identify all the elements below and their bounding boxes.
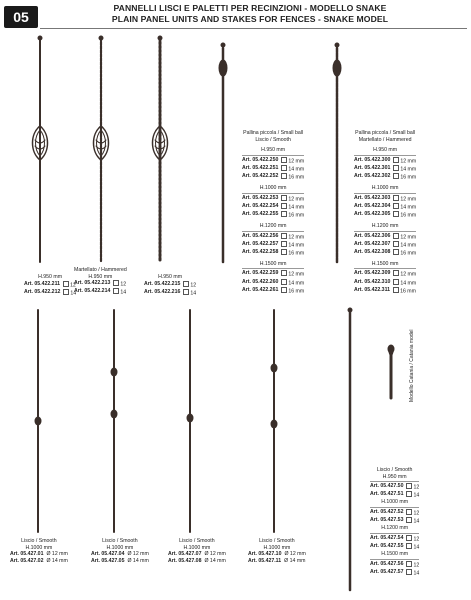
checkbox-icon [393, 195, 399, 201]
bar-3-info [168, 538, 226, 564]
bar-4-info [248, 538, 306, 564]
finish-label: Liscio / Smooth [102, 538, 138, 544]
article-code: Art. 05.427.55 [370, 542, 404, 549]
article-code: Art. 05.422.257 [242, 240, 279, 247]
article-code: Art. 05.422.310 [354, 278, 391, 285]
checkbox-icon [183, 281, 189, 287]
checkbox-icon [63, 281, 69, 287]
size: Ø 14 mm [127, 557, 149, 564]
height-label: H.950 mm [88, 273, 113, 280]
checkbox-icon [393, 233, 399, 239]
article-code: Art. 05.422.252 [242, 172, 279, 179]
article-code: Art. 05.422.309 [354, 270, 391, 277]
checkbox-icon [281, 211, 287, 217]
article-code: Art. 05.427.08 [168, 557, 202, 564]
size: 14 [190, 290, 197, 297]
checkbox-icon [393, 157, 399, 163]
size: 14 mm [288, 242, 305, 249]
article-code: Art. 05.427.02 [10, 557, 44, 564]
panel-twisted-illustration [153, 36, 168, 262]
height-label: H.1000 mm [259, 185, 287, 192]
checkbox-icon [393, 211, 399, 217]
size: 16 mm [400, 288, 416, 295]
article-code: Art. 05.422.258 [242, 248, 279, 255]
size: Ø 14 mm [204, 557, 226, 564]
checkbox-icon [113, 280, 119, 286]
height-label: H.1500 mm [381, 550, 409, 557]
checkbox-icon [406, 509, 412, 515]
height-group [354, 223, 416, 257]
bar-1-info [10, 538, 68, 564]
height-label: H.1200 mm [259, 222, 287, 229]
article-code: Art. 05.427.10 [248, 551, 282, 558]
checkbox-icon [63, 289, 69, 295]
height-label: H.1500 mm [259, 260, 287, 267]
checkbox-icon [393, 241, 399, 247]
size: 14 [413, 544, 420, 551]
article-code: Art. 05.427.04 [91, 551, 125, 558]
checkbox-icon [281, 249, 287, 255]
size: 16 mm [288, 288, 305, 295]
article-code: Art. 05.422.255 [242, 210, 279, 217]
size: 16 mm [400, 250, 417, 257]
article-code: Art. 05.427.50 [370, 483, 404, 490]
panel-1-info [24, 274, 76, 297]
size: Ø 14 mm [46, 557, 68, 564]
height-label: H.1000 mm [106, 544, 134, 551]
finish-label: Liscio / Smooth [179, 538, 215, 544]
checkbox-icon [281, 241, 287, 247]
bar-single-knot-high-illustration [187, 310, 193, 532]
finish-label: Liscio / Smooth [376, 467, 413, 473]
stake-hammered-info [354, 130, 416, 299]
checkbox-icon [406, 561, 412, 567]
height-label: H.1200 mm [381, 525, 409, 532]
bar-double-knot-illustration [111, 310, 117, 532]
bar-single-knot-illustration [35, 310, 41, 532]
checkbox-icon [393, 270, 399, 276]
finish-label: Martellato / Hammered [358, 136, 412, 143]
height-group [242, 223, 304, 257]
article-code: Art. 05.422.306 [354, 232, 391, 239]
checkbox-icon [281, 287, 287, 293]
article-code: Art. 05.427.07 [168, 551, 202, 558]
checkbox-icon [406, 569, 412, 575]
article-code: Art. 05.422.254 [242, 202, 279, 209]
article-code: Art. 05.422.212 [24, 288, 61, 295]
article-code: Art. 05.427.53 [370, 517, 404, 524]
height-label: H.1000 mm [381, 499, 409, 506]
article-code: Art. 05.422.261 [242, 286, 279, 293]
height-label: H.950 mm [38, 274, 63, 280]
article-code: Art. 05.422.256 [242, 232, 279, 239]
panel-smooth-illustration [33, 36, 48, 262]
size: Ø 12 mm [46, 551, 68, 558]
article-code: Art. 05.427.51 [370, 491, 404, 498]
size: 14 [120, 289, 127, 296]
title-italian: PANNELLI LISCI E PALETTI PER RECINZIONI - MODELLO SNAKE [113, 3, 387, 13]
size: 14 mm [400, 280, 417, 286]
size: 12 mm [288, 234, 305, 241]
article-code: Art. 05.422.303 [354, 194, 391, 201]
article-code: Art. 05.422.250 [242, 156, 279, 163]
article-code: Art. 05.422.311 [354, 286, 391, 293]
size: 12 mm [400, 158, 417, 165]
size: 12 [413, 562, 420, 569]
checkbox-icon [281, 195, 287, 201]
height-label: H.950 mm [373, 147, 398, 154]
height-label: H.1000 mm [183, 544, 211, 551]
checkbox-icon [281, 279, 287, 285]
article-code: Art. 05.422.251 [242, 164, 279, 171]
size: 12 mm [400, 196, 417, 203]
height-group [354, 261, 416, 295]
size: 16 mm [288, 212, 305, 219]
article-code: Art. 05.422.304 [354, 202, 391, 209]
size: 16 mm [288, 174, 305, 181]
article-code: Art. 05.422.216 [144, 288, 181, 295]
size: 14 mm [400, 242, 417, 249]
size: 12 [413, 510, 420, 517]
height-group [354, 147, 416, 181]
bar-double-knot-low-illustration [271, 310, 277, 532]
article-code: Art. 05.422.302 [354, 172, 391, 179]
size: 14 mm [288, 204, 305, 211]
catania-model-note: Modello Catania / Catania model [409, 329, 415, 402]
height-label: H.1000 mm [25, 544, 53, 551]
stake-smooth-info [242, 130, 304, 299]
article-code: Art. 05.422.300 [354, 156, 391, 163]
finish-label: Liscio / Smooth [255, 136, 291, 143]
size: Ø 12 mm [127, 551, 149, 558]
height-label: H.1000 mm [371, 185, 399, 192]
finish-label: Liscio / Smooth [259, 538, 295, 544]
size: Ø 14 mm [284, 557, 306, 564]
size: 16 mm [288, 250, 305, 257]
checkbox-icon [393, 165, 399, 171]
size: 12 [120, 281, 127, 288]
panel-hammered-illustration [94, 36, 109, 262]
article-code: Art. 05.422.211 [24, 280, 61, 287]
stake-ball-hammered-illustration [333, 43, 341, 262]
article-code: Art. 05.422.308 [354, 248, 391, 255]
checkbox-icon [281, 270, 287, 276]
stake-ball-smooth-illustration [219, 43, 227, 262]
height-group [242, 261, 304, 295]
size: 12 [70, 282, 76, 289]
checkbox-icon [406, 535, 412, 541]
height-label: H.950 mm [261, 147, 286, 154]
size: Ø 12 mm [204, 551, 226, 558]
panel-3-info [144, 274, 196, 297]
size: 12 [190, 282, 197, 289]
size: 12 mm [288, 196, 305, 203]
size: 14 mm [400, 166, 417, 173]
size: 14 [70, 290, 77, 297]
article-code: Art. 05.422.301 [354, 164, 391, 171]
article-code: Art. 05.422.253 [242, 194, 279, 201]
checkbox-icon [281, 203, 287, 209]
article-code: Art. 05.427.56 [370, 560, 404, 567]
bar-2-info [91, 538, 149, 564]
article-code: Art. 05.422.307 [354, 240, 391, 247]
article-code: Art. 05.427.52 [370, 508, 404, 515]
checkbox-icon [406, 491, 412, 497]
title-english: PLAIN PANEL UNITS AND STAKES FOR FENCES - SNAKE MODEL [111, 14, 389, 24]
checkbox-icon [393, 203, 399, 209]
finish-label: Liscio / Smooth [21, 538, 57, 544]
checkbox-icon [281, 165, 287, 171]
height-label: H.950 mm [158, 274, 183, 280]
size: 12 [413, 484, 420, 491]
checkbox-icon [393, 287, 399, 293]
checkbox-icon [393, 173, 399, 179]
article-code: Art. 05.427.54 [370, 534, 404, 541]
height-group [242, 185, 304, 219]
checkbox-icon [393, 279, 399, 285]
checkbox-icon [113, 288, 119, 294]
size: 12 mm [400, 271, 417, 278]
article-code: Art. 05.427.11 [248, 557, 282, 564]
checkbox-icon [406, 483, 412, 489]
height-label: H.950 mm [382, 473, 407, 480]
height-group [354, 185, 416, 219]
checkbox-icon [183, 289, 189, 295]
size: 12 [413, 536, 420, 543]
size: 12 mm [400, 234, 417, 241]
height-label: H.1000 mm [263, 544, 291, 551]
finish-label: Martellato / Hammered [74, 267, 127, 273]
size: 14 mm [400, 204, 417, 211]
article-code: Art. 05.422.305 [354, 210, 391, 217]
article-code: Art. 05.427.01 [10, 551, 44, 558]
size: 14 mm [288, 166, 305, 173]
size: 16 mm [400, 212, 417, 219]
article-code: Art. 05.427.57 [370, 568, 404, 575]
size: 12 mm [288, 271, 305, 278]
article-code: Art. 05.422.213 [74, 280, 111, 287]
size: 14 [413, 518, 420, 525]
article-code: Art. 05.422.260 [242, 278, 279, 285]
size: 14 mm [288, 280, 305, 286]
checkbox-icon [281, 173, 287, 179]
size: Ø 12 mm [284, 551, 306, 558]
article-code: Art. 05.422.215 [144, 280, 181, 287]
height-label: H.1500 mm [371, 260, 399, 267]
stake-title: Pallina piccola / Small ball [355, 130, 416, 136]
height-group [242, 147, 304, 181]
checkbox-icon [406, 543, 412, 549]
page-number-badge: 05 [4, 6, 38, 28]
checkbox-icon [281, 233, 287, 239]
panel-2-info [74, 267, 127, 296]
catania-stake-info [370, 467, 419, 577]
article-code: Art. 05.422.259 [242, 270, 279, 277]
checkbox-icon [281, 157, 287, 163]
checkbox-icon [393, 249, 399, 255]
size: 16 mm [400, 174, 417, 181]
height-label: H.1200 mm [371, 222, 399, 229]
checkbox-icon [406, 517, 412, 523]
stake-title: Pallina piccola / Small ball [243, 130, 304, 136]
article-code: Art. 05.427.05 [91, 557, 125, 564]
size: 14 [413, 492, 420, 499]
size: 12 mm [288, 158, 305, 165]
article-code: Art. 05.422.214 [74, 288, 111, 295]
size: 14 [413, 570, 420, 577]
